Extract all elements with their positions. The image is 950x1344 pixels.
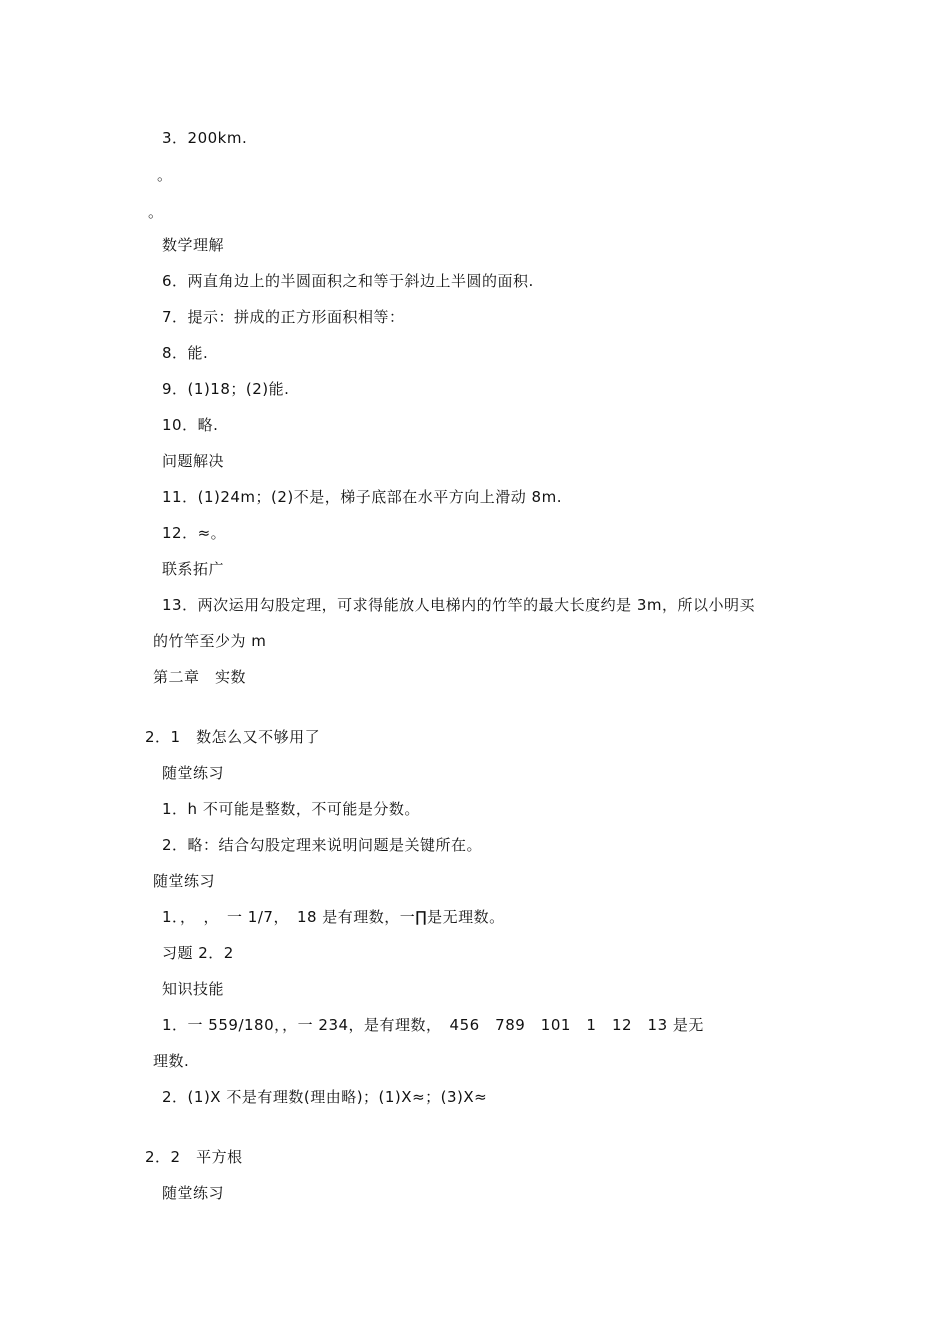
answer-3: 3．200km.: [162, 129, 248, 147]
section-heading: 问题解决: [162, 452, 225, 470]
exercise-answer-1: 1．一 559/180，，一 234，是有理数， 456 789 101 1 12 13 是无: [162, 1016, 704, 1034]
section-heading: 随堂练习: [153, 872, 216, 890]
answer-13-continued: 的竹竿至少为 m: [153, 632, 267, 650]
exercise-answer-1: 1．， ， 一 1/7， 18 是有理数，一∏是无理数。: [162, 908, 505, 926]
section-title: 2．1 数怎么又不够用了: [145, 728, 321, 746]
exercise-answer-2: 2．略：结合勾股定理来说明问题是关键所在。: [162, 836, 483, 854]
stray-mark-1: 。: [157, 166, 173, 184]
exercise-answer-1: 1．h 不可能是整数，不可能是分数。: [162, 800, 420, 818]
exercise-set-title: 习题 2．2: [162, 944, 234, 962]
answer-11: 11．(1)24m；(2)不是，梯子底部在水平方向上滑动 8m.: [162, 488, 562, 506]
exercise-answer-2: 2．(1)X 不是有理数(理由略)；(1)X≈；(3)X≈: [162, 1088, 488, 1106]
answer-10: 10．略.: [162, 416, 219, 434]
chapter-title: 第二章 实数: [153, 668, 247, 686]
answer-12: 12．≈。: [162, 524, 227, 542]
exercise-answer-1-continued: 理数.: [153, 1052, 190, 1070]
section-heading: 联系拓广: [162, 560, 225, 578]
section-heading: 知识技能: [162, 980, 225, 998]
answer-7: 7．提示：拼成的正方形面积相等：: [162, 308, 405, 326]
section-heading: 随堂练习: [162, 1184, 225, 1202]
answer-6: 6．两直角边上的半圆面积之和等于斜边上半圆的面积.: [162, 272, 534, 290]
section-title: 2．2 平方根: [145, 1148, 243, 1166]
answer-13: 13．两次运用勾股定理，可求得能放人电梯内的竹竿的最大长度约是 3m，所以小明买: [162, 596, 756, 614]
section-heading: 数学理解: [162, 236, 225, 254]
answer-9: 9．(1)18；(2)能.: [162, 380, 290, 398]
answer-8: 8．能.: [162, 344, 209, 362]
stray-mark-2: 。: [148, 203, 164, 221]
section-heading: 随堂练习: [162, 764, 225, 782]
